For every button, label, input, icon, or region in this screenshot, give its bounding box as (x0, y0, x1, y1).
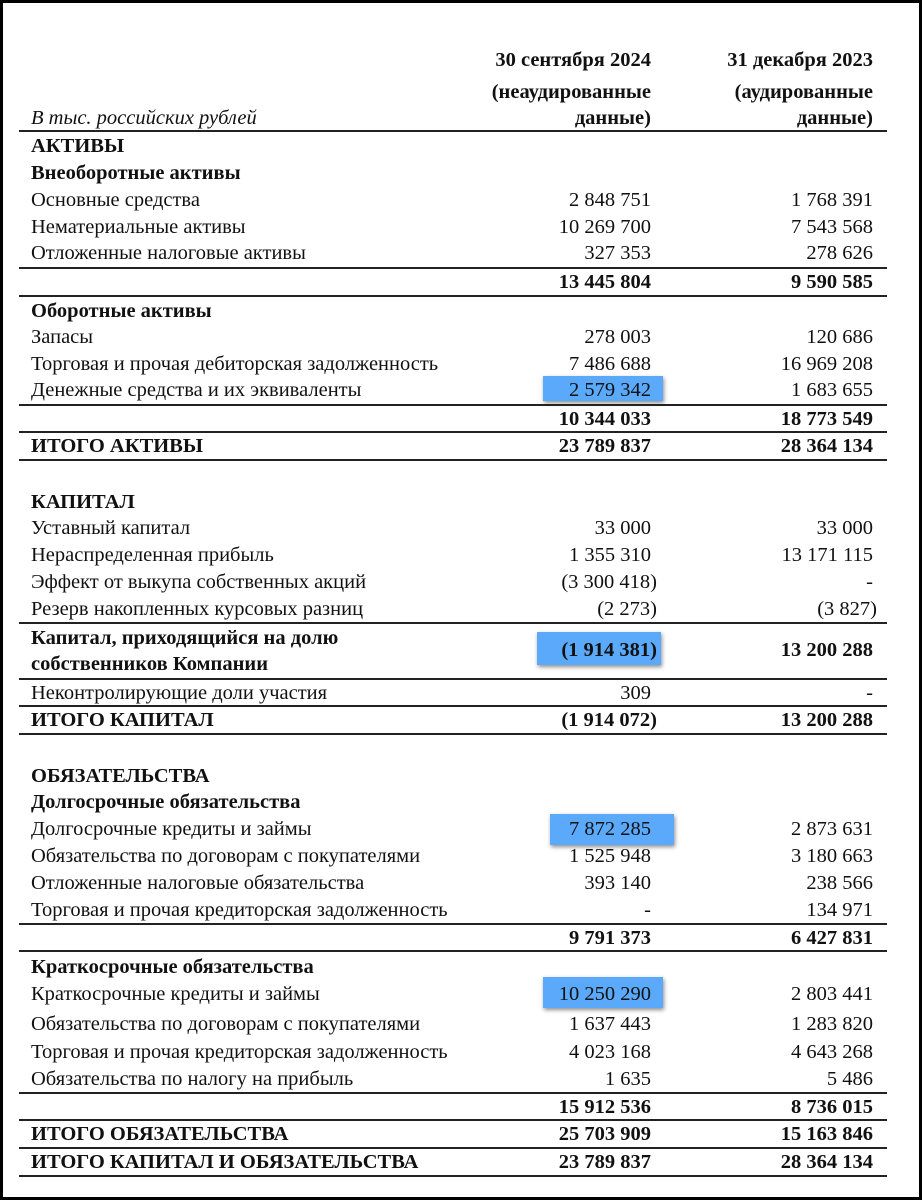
table-row (19, 240, 887, 267)
row-label: Эффект от выкупа собственных акций (31, 571, 367, 593)
section-noncurrent-assets: Внеоборотные активы (31, 162, 241, 184)
row-value-2023: 1 768 391 (791, 189, 873, 211)
row-value-2024: 4 023 168 (569, 1041, 651, 1063)
table-row (19, 897, 887, 924)
row-value-2023: 1 283 820 (791, 1013, 873, 1035)
row-label: Долгосрочные кредиты и займы (31, 818, 312, 840)
row-value-2023: 13 200 288 (780, 709, 873, 731)
col2-header-line3: данные) (796, 107, 873, 129)
table-row (19, 1039, 887, 1066)
row-label: Отложенные налоговые обязательства (31, 872, 365, 894)
row-value-2024: 393 140 (584, 872, 651, 894)
row-value-2023: - (866, 682, 873, 704)
row-value-2024: (2 273) (597, 598, 657, 620)
row-label: Торговая и прочая кредиторская задолженность (31, 1041, 448, 1063)
divider (19, 1175, 887, 1177)
divider (19, 130, 887, 132)
divider (19, 733, 887, 735)
section-current-assets: Оборотные активы (31, 300, 212, 322)
row-value-2023: 238 566 (806, 872, 873, 894)
row-value-2024-highlighted: 7 872 285 (569, 818, 651, 840)
row-value-2024-highlighted: 10 250 290 (558, 983, 651, 1005)
row-label: Торговая и прочая дебиторская задолженность (31, 353, 439, 375)
units-label: В тыс. российских рублей (31, 107, 257, 129)
total-row (19, 707, 887, 734)
table-row (19, 377, 887, 404)
row-value-2023: 2 803 441 (791, 983, 873, 1005)
row-value-2024: 1 525 948 (569, 845, 651, 867)
row-label: Неконтролирующие доли участия (31, 682, 328, 704)
row-value-2023: 2 873 631 (791, 818, 873, 840)
table-row (19, 569, 887, 596)
row-value-2023: 8 736 015 (791, 1096, 873, 1118)
row-value-2024: 327 353 (584, 242, 651, 264)
row-value-2023: 15 163 846 (780, 1123, 873, 1145)
row-value-2023: 13 171 115 (781, 544, 873, 566)
row-value-2024: - (644, 899, 651, 921)
row-value-2024: 15 912 536 (558, 1096, 651, 1118)
row-label: Денежные средства и их эквиваленты (31, 379, 362, 401)
row-value-2024: 1 355 310 (569, 544, 651, 566)
col2-header-line2: (аудированные (734, 81, 873, 103)
row-label: Нематериальные активы (31, 216, 246, 238)
row-label: Уставный капитал (31, 517, 191, 539)
col1-header-line3: данные) (574, 107, 651, 129)
row-label: ИТОГО ОБЯЗАТЕЛЬСТВА (31, 1123, 289, 1145)
table-row (19, 1011, 887, 1038)
table-row (19, 816, 887, 843)
row-value-2024: (3 300 418) (561, 571, 657, 593)
subtotal-row (19, 1094, 887, 1121)
row-value-2024: 1 637 443 (569, 1013, 651, 1035)
row-value-2023: 134 971 (806, 899, 873, 921)
section-assets: АКТИВЫ (31, 135, 125, 157)
table-row (19, 515, 887, 542)
row-value-2023: 1 683 655 (791, 379, 873, 401)
row-label: Запасы (31, 326, 94, 348)
row-label: ИТОГО КАПИТАЛ (31, 709, 214, 731)
table-row (19, 680, 887, 707)
row-value-2024: (1 914 072) (561, 709, 657, 731)
row-value-2023: 18 773 549 (780, 408, 873, 430)
table-row (19, 981, 887, 1008)
subtotal-row (19, 925, 887, 952)
row-label: Краткосрочные кредиты и займы (31, 983, 320, 1005)
section-equity: КАПИТАЛ (31, 491, 135, 513)
col2-header-line1: 31 декабря 2023 (727, 49, 873, 71)
row-value-2024: 23 789 837 (558, 435, 651, 457)
row-value-2023: 28 364 134 (780, 435, 873, 457)
row-label: Торговая и прочая кредиторская задолженность (31, 899, 448, 921)
row-value-2024-highlighted: (1 914 381) (561, 639, 657, 661)
section-current-liabilities: Краткосрочные обязательства (31, 956, 314, 978)
row-value-2023: 28 364 134 (780, 1151, 873, 1173)
row-value-2023: 4 643 268 (791, 1041, 873, 1063)
row-value-2024: 7 486 688 (569, 353, 651, 375)
row-value-2023: 120 686 (806, 326, 873, 348)
section-noncurrent-liabilities: Долгосрочные обязательства (31, 791, 301, 813)
subtotal-row (19, 269, 887, 296)
row-value-2024: 23 789 837 (558, 1151, 651, 1173)
row-value-2024: 9 791 373 (569, 927, 651, 949)
row-value-2023: 3 180 663 (791, 845, 873, 867)
row-value-2024-highlighted: 2 579 342 (569, 379, 651, 401)
table-row (19, 1066, 887, 1093)
row-label: ИТОГО КАПИТАЛ И ОБЯЗАТЕЛЬСТВА (31, 1151, 419, 1173)
table-row (19, 542, 887, 569)
row-value-2023: 33 000 (816, 517, 873, 539)
row-value-2024: 278 003 (584, 326, 651, 348)
table-row (19, 596, 887, 623)
subtotal-row (19, 406, 887, 433)
total-row (19, 1121, 887, 1148)
row-value-2024: 25 703 909 (558, 1123, 651, 1145)
row-value-2024: 33 000 (594, 517, 651, 539)
row-value-2024: 309 (620, 682, 651, 704)
table-row (19, 324, 887, 351)
col1-header-line1: 30 сентября 2024 (495, 49, 651, 71)
table-row (19, 351, 887, 378)
row-value-2023: 16 969 208 (780, 353, 873, 375)
row-value-2023: 5 486 (826, 1068, 873, 1090)
row-value-2023: 6 427 831 (791, 927, 873, 949)
row-label: Резерв накопленных курсовых разниц (31, 598, 364, 620)
table-row (19, 637, 887, 664)
row-label: Обязательства по договорам с покупателями (31, 845, 421, 867)
divider (19, 459, 887, 461)
row-value-2023: 7 543 568 (791, 216, 873, 238)
row-label: Основные средства (31, 189, 200, 211)
row-label: Обязательства по налогу на прибыль (31, 1068, 354, 1090)
row-label-line1: Капитал, приходящийся на долю (31, 627, 339, 649)
divider (19, 622, 887, 624)
col1-header-line2: (неаудированные (491, 81, 651, 103)
row-value-2024: 10 344 033 (558, 408, 651, 430)
row-value-2024: 10 269 700 (558, 216, 651, 238)
total-row (19, 433, 887, 460)
table-row (19, 843, 887, 870)
row-value-2023: 278 626 (806, 242, 873, 264)
row-label: Нераспределенная прибыль (31, 544, 274, 566)
table-row (19, 187, 887, 214)
row-value-2024: 13 445 804 (558, 271, 651, 293)
divider (19, 950, 887, 952)
row-value-2023: - (866, 571, 873, 593)
divider (19, 295, 887, 297)
row-value-2023: 13 200 288 (780, 639, 873, 661)
row-label: Отложенные налоговые активы (31, 242, 306, 264)
row-value-2024: 1 635 (604, 1068, 651, 1090)
table-row (19, 214, 887, 241)
section-liabilities: ОБЯЗАТЕЛЬСТВА (31, 765, 210, 787)
row-label-line2: собственников Компании (31, 653, 269, 675)
row-label: ИТОГО АКТИВЫ (31, 435, 203, 457)
row-value-2023: 9 590 585 (791, 271, 873, 293)
row-value-2023: (3 827) (817, 598, 877, 620)
row-value-2024: 2 848 751 (569, 189, 651, 211)
row-label: Обязательства по договорам с покупателями (31, 1013, 421, 1035)
table-row (19, 870, 887, 897)
total-row (19, 1149, 887, 1176)
